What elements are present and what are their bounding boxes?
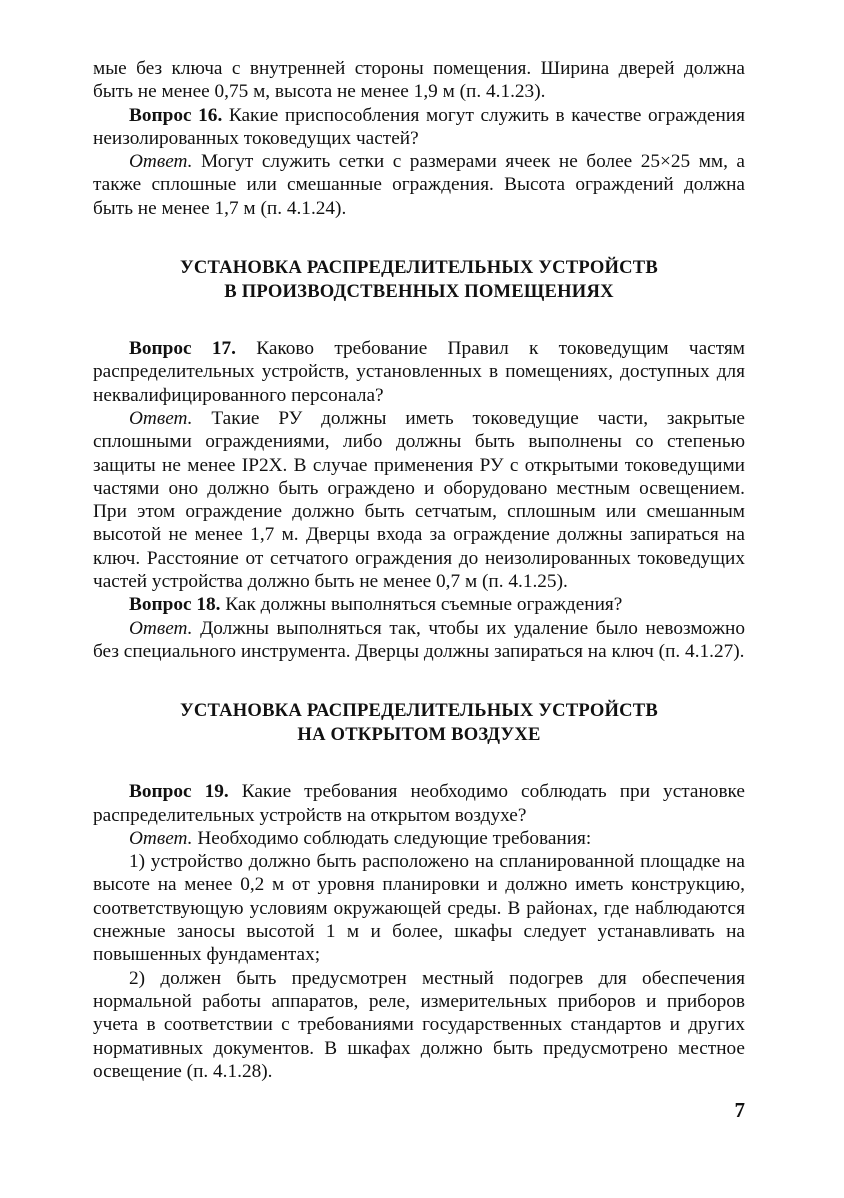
question-text: Каково требование Правил к токоведущим частям распределительных устройств, установленных в помещениях, доступных для неквалифицированного персонала? — [93, 338, 745, 406]
section-heading-indoor — [93, 256, 745, 304]
answer-text: Необходимо соблюдать следующие требования: — [192, 827, 592, 849]
answer-text: Могут служить сетки с размерами ячеек не более 25×25 мм, а также сплошные или смешанные ограждения. Высота ограждений должна быть не менее 1,7 м (п. 4.1.24). — [93, 151, 745, 219]
question-text: Какие приспособления могут служить в качестве ограждения неизолированных токоведущих частей? — [93, 104, 745, 149]
answer-16 — [93, 150, 745, 220]
question-16 — [93, 104, 745, 151]
question-text: Как должны выполняться съемные ограждения? — [220, 594, 623, 616]
spacer — [93, 663, 745, 699]
question-label: Вопрос 17. — [129, 338, 236, 360]
answer-19 — [93, 827, 745, 850]
answer-text: Такие РУ должны иметь токоведущие части, закрытые сплошными ограждениями, либо должны быть выполнены со степенью защиты не менее IP2X. В случае применения РУ с открытыми токоведущими частями оно должно быть ограждено и оборудовано местным освещением. При этом ограждение должно быть сетчатым, сплошным или смешанным высотой не менее 1,7 м. Дверцы входа за ограждение должны запираться на ключ. Расстояние от сетчатого ограждения до неизолированных токоведущих частей устройства должно быть не менее 0,7 м (п. 4.1.25). — [93, 407, 745, 593]
spacer — [93, 220, 745, 256]
question-text: Какие требования необходимо соблюдать при установке распределительных устройств на открытом воздухе? — [93, 781, 745, 826]
answer-label: Ответ. — [129, 617, 193, 639]
section-heading-outdoor — [93, 699, 745, 747]
requirement-item-1: 1) устройство должно быть расположено на спланированной площадке на высоте на менее 0,2 м от уровня планировки и должно иметь конструкцию, соответствующую условиям окружающей среды. В районах, где наблюдаются снежные заносы высотой 1 м и более, шкафы следует устанавливать на повышенных фундаментах; — [93, 851, 745, 966]
heading-line: УСТАНОВКА РАСПРЕДЕЛИТЕЛЬНЫХ УСТРОЙСТВ — [179, 257, 659, 279]
question-18 — [93, 593, 745, 616]
answer-label: Ответ. — [129, 151, 193, 173]
answer-18 — [93, 617, 745, 664]
spacer — [93, 747, 745, 780]
spacer — [93, 304, 745, 337]
heading-line: НА ОТКРЫТОМ ВОЗДУХЕ — [297, 724, 541, 746]
question-label: Вопрос 19. — [129, 781, 229, 803]
page-number: 7 — [734, 1098, 745, 1122]
heading-line: УСТАНОВКА РАСПРЕДЕЛИТЕЛЬНЫХ УСТРОЙСТВ — [179, 700, 659, 722]
document-page — [93, 57, 745, 1083]
heading-line: В ПРОИЗВОДСТВЕННЫХ ПОМЕЩЕНИЯХ — [224, 281, 614, 303]
answer-label: Ответ. — [129, 827, 193, 849]
answer-text: Должны выполняться так, чтобы их удаление было невозможно без специального инструмента. Дверцы должны запираться на ключ (п. 4.1.27). — [93, 617, 745, 662]
answer-17 — [93, 407, 745, 593]
paragraph-continuation: мые без ключа с внутренней стороны помещения. Ширина дверей должна быть не менее 0,75 м, высота не менее 1,9 м (п. 4.1.23). — [93, 58, 745, 103]
question-17 — [93, 337, 745, 407]
answer-label: Ответ. — [129, 407, 193, 429]
question-label: Вопрос 16. — [129, 104, 223, 126]
question-19 — [93, 780, 745, 827]
requirement-item-2: 2) должен быть предусмотрен местный подогрев для обеспечения нормальной работы аппаратов, реле, измерительных приборов и приборов учета в соответствии с требованиями государственных стандартов и других нормативных документов. В шкафах должно быть предусмотрено местное освещение (п. 4.1.28). — [93, 967, 745, 1082]
question-label: Вопрос 18. — [129, 594, 221, 616]
